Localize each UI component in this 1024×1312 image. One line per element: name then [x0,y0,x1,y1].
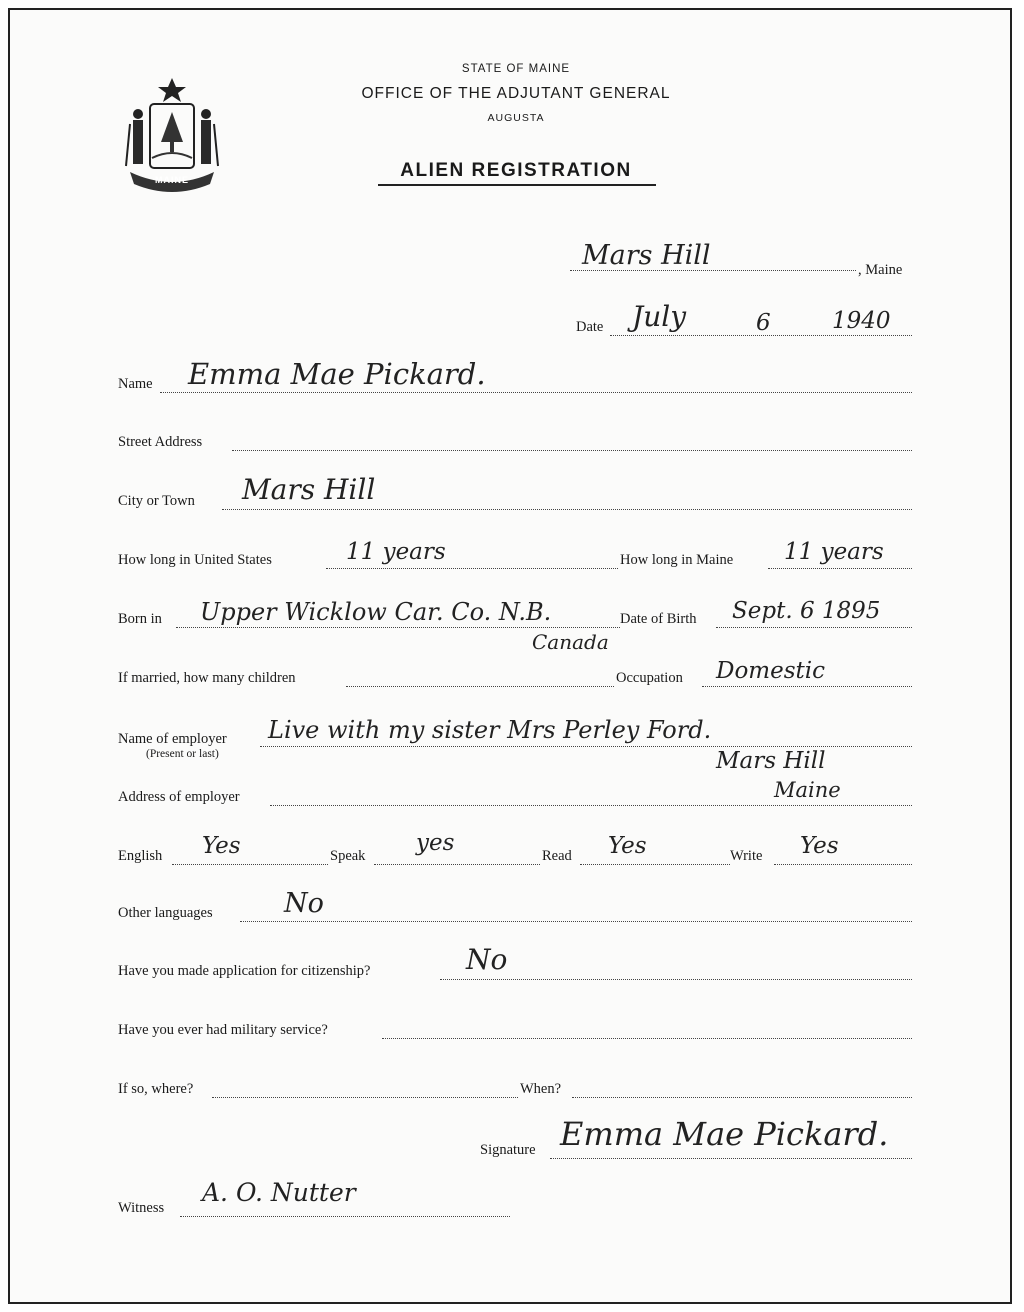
born-in-line [176,627,620,628]
occupation-line [702,686,912,687]
date-day-value: 6 [756,310,771,336]
date-label: Date [576,319,604,335]
speak-value: yes [416,830,455,856]
read-value: Yes [608,833,647,859]
city-line [222,509,912,510]
name-line [160,392,912,393]
maine-state-seal [118,74,226,196]
employer-note: (Present or last) [146,748,219,760]
date-month-value: July [632,300,687,333]
born-country-value: Canada [532,630,609,654]
city-label: City or Town [118,493,195,509]
read-label: Read [542,848,572,864]
military-label: Have you ever had military service? [118,1022,328,1038]
children-label: If married, how many children [118,670,296,686]
employer-address-label: Address of employer [118,789,240,805]
date-of-birth-value: Sept. 6 1895 [732,598,881,624]
where-label: If so, where? [118,1081,194,1097]
occupation-value: Domestic [716,658,825,684]
form-title-underline [378,184,656,186]
speak-label: Speak [330,848,366,864]
other-languages-label: Other languages [118,905,213,921]
place-value: Mars Hill [582,240,711,271]
other-languages-value: No [284,888,324,919]
how-long-maine-value: 11 years [784,539,884,565]
state-heading: STATE OF MAINE [461,63,571,75]
date-year-value: 1940 [832,308,891,334]
form-title: ALIEN REGISTRATION [400,160,632,181]
employer-address-line1-value: Mars Hill [716,748,826,774]
citizenship-value: No [466,943,508,976]
date-of-birth-line [716,627,912,628]
citizenship-label: Have you made application for citizenship? [118,963,371,979]
how-long-maine-label: How long in Maine [620,552,734,568]
when-label: When? [520,1081,562,1097]
how-long-us-line [326,568,618,569]
write-line [774,864,912,865]
maine-label: , Maine [858,262,903,278]
employer-value: Live with my sister Mrs Perley Ford. [268,716,712,744]
signature-label: Signature [480,1142,536,1158]
military-line [382,1038,912,1039]
witness-line [180,1216,510,1217]
employer-address-line2-value: Maine [774,778,841,802]
english-line [172,864,328,865]
employer-line [260,746,912,747]
how-long-us-value: 11 years [346,539,446,565]
date-of-birth-label: Date of Birth [620,611,697,627]
form-page [8,8,1012,1304]
write-label: Write [730,848,763,864]
speak-line [374,864,540,865]
name-value: Emma Mae Pickard. [188,357,486,391]
how-long-maine-line [768,568,912,569]
office-heading: OFFICE OF THE ADJUTANT GENERAL [361,85,671,102]
born-in-label: Born in [118,611,162,627]
citizenship-line [440,979,912,980]
read-line [580,864,730,865]
other-languages-line [240,921,912,922]
city-heading: AUGUSTA [487,112,545,124]
witness-label: Witness [118,1200,165,1216]
street-address-label: Street Address [118,434,203,450]
english-label: English [118,848,163,864]
signature-value: Emma Mae Pickard. [560,1115,889,1153]
employer-address-line [270,805,912,806]
signature-line [550,1158,912,1159]
where-line [212,1097,518,1098]
street-address-line [232,450,912,451]
witness-value: A. O. Nutter [202,1178,356,1207]
seal-banner-text: MAINE [155,175,189,185]
occupation-label: Occupation [616,670,683,686]
english-value: Yes [202,833,241,859]
when-line [572,1097,912,1098]
how-long-us-label: How long in United States [118,552,272,568]
employer-label: Name of employer [118,731,227,747]
write-value: Yes [800,833,839,859]
born-in-value: Upper Wicklow Car. Co. N.B. [200,598,552,626]
city-value: Mars Hill [242,473,376,506]
name-label: Name [118,376,153,392]
children-line [346,686,614,687]
